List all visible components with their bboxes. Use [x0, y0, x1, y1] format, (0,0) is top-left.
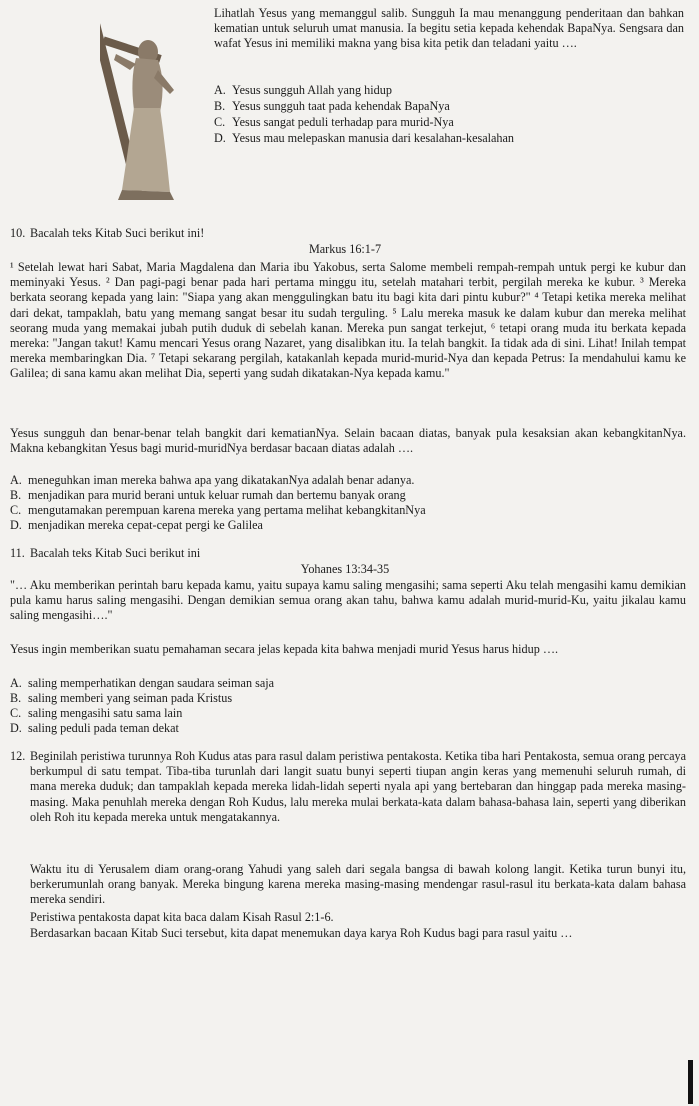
option-text: Yesus mau melepaskan manusia dari kesalahan-kesalahan [232, 131, 515, 145]
q10-option-c[interactable] [10, 503, 426, 518]
q11-option-c[interactable] [10, 706, 182, 721]
option-letter: C. [214, 115, 226, 129]
question-number: 12. [10, 749, 26, 763]
option-text: Yesus sungguh Allah yang hidup [232, 83, 392, 97]
option-text: meneguhkan iman mereka bahwa apa yang dikatakanNya adalah benar adanya. [28, 473, 415, 487]
q12-source: Peristiwa pentakosta dapat kita baca dalam Kisah Rasul 2:1-6. [30, 910, 334, 924]
q12-paragraph-1: Beginilah peristiwa turunnya Roh Kudus atas para rasul dalam peristiwa pentakosta. Ketika tiba hari Pentakosta, semua orang percaya berkumpul di satu tempat. Tiba-tiba turunlah dari langit suatu bunyi seperti tiupan angin keras yang memenuhi seluruh rumah, di mana mereka duduk; dan tampaklah kepada mereka lidah-lidah seperti nyala api yang bertebaran dan hinggap pada mereka masing-masing. Maka penuhlah mereka dengan Roh Kudus, lalu mereka mulai berkata-kata dalam bahasa-bahasa lain, seperti yang diberikan oleh Roh itu kepada mereka untuk mengatakannya. [30, 749, 686, 824]
question-number: 10. [10, 226, 26, 240]
q10-option-a[interactable] [10, 473, 414, 488]
q10-option-d[interactable] [10, 518, 263, 533]
intro-option-a[interactable] [214, 83, 392, 98]
q10-instruction [10, 226, 204, 241]
page-edge-mark [688, 1060, 693, 1104]
q10-option-b[interactable] [10, 488, 406, 503]
option-text: menjadikan para murid berani untuk keluar rumah dan bertemu banyak orang [28, 488, 406, 502]
q10-question: Yesus sungguh dan benar-benar telah bangkit dari kematianNya. Selain bacaan diatas, banyak pula kesaksian akan kebangkitanNya. Makna kebangkitan Yesus bagi murid-muridNya berdasar bacaan diatas adalah …. [10, 426, 686, 456]
option-text: saling peduli pada teman dekat [28, 721, 179, 735]
option-text: Yesus sungguh taat pada kehendak BapaNya [232, 99, 450, 113]
option-letter: A. [214, 83, 226, 97]
option-letter: A. [10, 676, 22, 690]
option-letter: D. [214, 131, 226, 145]
q11-option-b[interactable] [10, 691, 232, 706]
q12-number [10, 749, 30, 764]
option-text: saling mengasihi satu sama lain [28, 706, 183, 720]
q11-passage: "… Aku memberikan perintah baru kepada kamu, yaitu supaya kamu saling mengasihi; sama seperti Aku telah mengasihi kamu demikian pula kamu harus saling mengasihi. Dengan demikian semua orang akan tahu, bahwa kamu adalah murid-murid-Ku, yaitu jikalau kamu saling mengasihi…." [10, 578, 686, 623]
q12-question: Berdasarkan bacaan Kitab Suci tersebut, kita dapat menemukan daya karya Roh Kudus bagi para rasul yaitu … [30, 926, 573, 940]
option-letter: B. [214, 99, 226, 113]
jesus-carrying-cross-illustration [100, 0, 200, 205]
instruction-text: Bacalah teks Kitab Suci berikut ini! [30, 226, 205, 240]
option-letter: B. [10, 691, 22, 705]
option-text: saling memperhatikan dengan saudara seiman saja [28, 676, 275, 690]
q10-reference: Markus 16:1-7 [308, 242, 382, 256]
option-text: menjadikan mereka cepat-cepat pergi ke Galilea [28, 518, 263, 532]
option-text: Yesus sangat peduli terhadap para murid-Nya [232, 115, 454, 129]
q12-paragraph-2: Waktu itu di Yerusalem diam orang-orang Yahudi yang saleh dari segala bangsa di bawah kolong langit. Ketika turun bunyi itu, berkerumunlah orang banyak. Mereka bingung karena mereka masing-masing mendengar rasul-rasul itu berkata-kata dalam bahasa mereka sendiri. [30, 862, 686, 907]
option-text: mengutamakan perempuan karena mereka yang pertama melihat kebangkitanNya [28, 503, 426, 517]
option-letter: C. [10, 503, 22, 517]
intro-question-text: Lihatlah Yesus yang memanggul salib. Sungguh Ia mau menanggung penderitaan dan bahkan kematian untuk seluruh umat manusia. Ia begitu setia kepada kehendak BapaNya. Sengsara dan wafat Yesus ini memiliki makna yang bisa kita petik dan teladani yaitu …. [214, 6, 684, 51]
option-letter: C. [10, 706, 22, 720]
instruction-text: Bacalah teks Kitab Suci berikut ini [30, 546, 201, 560]
q10-passage: ¹ Setelah lewat hari Sabat, Maria Magdalena dan Maria ibu Yakobus, serta Salome membeli rempah-rempah untuk pergi ke kubur dan meminyaki Yesus. ² Dan pagi-pagi benar pada hari pertama minggu itu, setelah matahari terbit, pergilah mereka ke kubur. ³ Mereka berkata seorang kepada yang lain: "Siapa yang akan menggulingkan batu itu bagi kita dari pintu kubur?" ⁴ Tetapi ketika mereka melihat dari dekat, tampaklah, batu yang memang sangat besar itu sudah terguling. ⁵ Lalu mereka masuk ke dalam kubur dan mereka melihat seorang muda yang memakai jubah putih duduk di sebelah kanan. Mereka pun sangat terkejut, ⁶ tetapi orang muda itu berkata kepada mereka: "Jangan takut! Kamu mencari Yesus orang Nazaret, yang disalibkan itu. Ia telah bangkit. Ia tidak ada di sini. Lihat! Inilah tempat mereka membaringkan Dia. ⁷ Tetapi sekarang pergilah, katakanlah kepada murid-murid-Nya dan kepada Petrus: Ia mendahului kamu ke Galilea; di sana kamu akan melihat Dia, seperti yang sudah dikatakan-Nya kepada kamu." [10, 260, 686, 381]
q11-question: Yesus ingin memberikan suatu pemahaman secara jelas kepada kita bahwa menjadi murid Yesus harus hidup …. [10, 642, 559, 656]
option-letter: D. [10, 721, 22, 735]
option-letter: D. [10, 518, 22, 532]
q11-reference: Yohanes 13:34-35 [300, 562, 390, 576]
q11-instruction [10, 546, 200, 561]
option-letter: A. [10, 473, 22, 487]
question-number: 11. [10, 546, 25, 560]
intro-option-c[interactable] [214, 115, 454, 130]
q11-option-a[interactable] [10, 676, 274, 691]
intro-option-b[interactable] [214, 99, 450, 114]
intro-option-d[interactable] [214, 131, 514, 146]
option-text: saling memberi yang seiman pada Kristus [28, 691, 233, 705]
option-letter: B. [10, 488, 22, 502]
q11-option-d[interactable] [10, 721, 179, 736]
